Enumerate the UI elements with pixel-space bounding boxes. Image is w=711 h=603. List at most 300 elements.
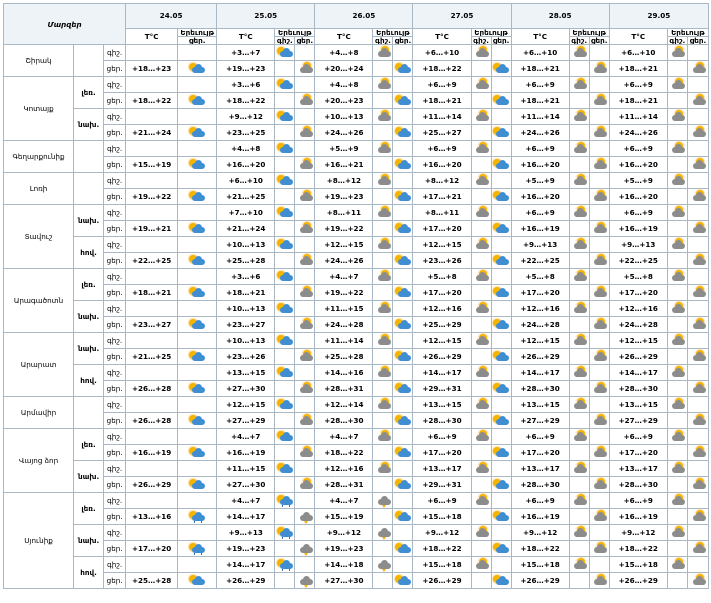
phenom-day-cell [589,477,609,493]
region-name: Կոտայք [4,77,74,141]
sun-cloud-icon [189,447,205,459]
temp-cell: +5…+9 [609,173,667,189]
phenom-night-cell [373,221,393,237]
phenom-day-cell [491,285,511,301]
cloud-icon [473,47,489,59]
phenom-day-cell [687,493,708,509]
phenom-day-cell [393,205,413,221]
cloud-icon [297,95,313,107]
phenom-day-cell [687,189,708,205]
sun-cloud-icon [395,95,411,107]
cloud-storm-icon [297,575,313,587]
temp-cell: +8…+12 [315,173,373,189]
phenom-day-cell [491,333,511,349]
phenom-night-cell [569,221,589,237]
phenom-night-cell [471,61,491,77]
cloud-icon [591,287,607,299]
phenom-night-cell [569,173,589,189]
time-of-day-label: ցեր. [104,125,126,141]
temp-cell: +20…+24 [315,61,373,77]
cloud-shape [192,579,205,585]
cloud-icon [690,191,706,203]
cloud-shape [574,275,587,281]
time-of-day-label: գիշ. [104,429,126,445]
cloud-icon [669,239,685,251]
forecast-body [4,45,709,589]
phenom-night-cell [569,93,589,109]
cloud-icon [375,175,391,187]
phenom-day-cell [393,45,413,61]
phenom-night-cell [275,221,295,237]
temp-header: T°C [511,29,569,45]
cloud-shape [300,195,313,201]
phenom-night-cell [275,397,295,413]
cloud-icon [473,559,489,571]
sun-cloud-icon [277,431,293,443]
phenom-day-cell [687,269,708,285]
phenom-day-cell [393,237,413,253]
phenom-night-cell [471,477,491,493]
temp-cell: +26…+29 [413,573,471,589]
sun-cloud-icon [493,543,509,555]
temp-cell: +14…+17 [413,365,471,381]
phenom-header: Երեւույթ [178,29,217,37]
sun-cloud-rain-icon [189,543,205,555]
temp-cell: +16…+20 [217,157,275,173]
phenom-night-cell [471,493,491,509]
region-name: Գեղարքունիք [4,141,74,173]
table-row [4,461,709,477]
phenom-night-cell [373,253,393,269]
phenom-night-cell [471,253,491,269]
phenom-day-cell [295,365,315,381]
table-row [4,77,709,93]
night-header: գիշ. [569,37,589,45]
phenom-night-cell [667,141,687,157]
phenom-day-cell [687,317,708,333]
phenom-night-cell [275,333,295,349]
temp-cell: +18…+22 [413,61,471,77]
cloud-shape [574,307,587,313]
phenom-day-cell [589,525,609,541]
lightning-icon [382,505,386,508]
time-of-day-label: ցեր. [104,61,126,77]
temp-cell: +14…+16 [315,365,373,381]
sun-cloud-icon [189,287,205,299]
phenom-night-cell [373,349,393,365]
cloud-icon [473,143,489,155]
phenom-day-cell [589,93,609,109]
cloud-icon [473,335,489,347]
cloud-shape [574,371,587,377]
phenom-night-cell [667,285,687,301]
cloud-icon [690,383,706,395]
night-header: գիշ. [275,37,295,45]
temp-cell: +4…+7 [315,429,373,445]
cloud-icon [375,431,391,443]
temp-cell: +26…+29 [217,573,275,589]
phenom-cell [178,493,217,509]
phenom-day-cell [589,109,609,125]
cloud-shape [574,563,587,569]
table-row [4,541,709,557]
phenom-cell [178,429,217,445]
phenom-day-cell [491,573,511,589]
phenom-night-cell [275,189,295,205]
phenom-night-cell [569,285,589,301]
cloud-shape [300,131,313,137]
sun-cloud-icon [395,191,411,203]
phenom-night-cell [471,93,491,109]
temp-cell: +5…+8 [609,269,667,285]
phenom-day-cell [589,493,609,509]
temp-cell: +12…+14 [315,397,373,413]
cloud-shape [693,451,706,457]
cloud-shape [476,531,489,537]
phenom-day-cell [589,205,609,221]
phenom-day-cell [393,189,413,205]
phenom-day-cell [589,445,609,461]
phenom-day-cell [491,557,511,573]
phenom-night-cell [275,349,295,365]
temp-cell: +9…+12 [511,525,569,541]
sun-cloud-icon [493,287,509,299]
phenom-cell [178,93,217,109]
phenom-day-cell [589,61,609,77]
cloud-icon [669,271,685,283]
cloud-icon [571,303,587,315]
cloud-shape [300,163,313,169]
phenom-day-cell [491,541,511,557]
rain-drops [282,505,290,507]
sun-cloud-icon [395,127,411,139]
phenom-night-cell [667,173,687,189]
phenom-day-cell [393,77,413,93]
phenom-day-cell [295,445,315,461]
time-of-day-label: ցեր. [104,509,126,525]
time-of-day-label: գիշ. [104,205,126,221]
cloud-icon [375,143,391,155]
temp-cell: +9…+13 [511,237,569,253]
phenom-night-cell [667,205,687,221]
phenom-cell [178,189,217,205]
time-of-day-label: գիշ. [104,269,126,285]
cloud-shape [398,419,411,425]
phenom-header: Երեւույթ [667,29,708,37]
temp-cell: +19…+23 [217,61,275,77]
phenom-day-cell [687,253,708,269]
phenom-day-cell [295,237,315,253]
temp-cell: +13…+15 [413,397,471,413]
temp-cell: +9…+12 [413,525,471,541]
temp-cell: +18…+21 [609,61,667,77]
temp-cell: +6…+10 [511,45,569,61]
temp-cell: +28…+31 [315,477,373,493]
temp-cell: +24…+26 [315,125,373,141]
temp-cell: +25…+28 [217,253,275,269]
temp-cell: +9…+13 [609,237,667,253]
phenom-cell [178,525,217,541]
time-of-day-label: գիշ. [104,141,126,157]
temp-cell: +6…+9 [413,141,471,157]
sun-cloud-icon [277,239,293,251]
phenom-night-cell [471,237,491,253]
phenom-night-cell [667,45,687,61]
time-of-day-label: ցեր. [104,445,126,461]
temp-cell: +19…+23 [315,189,373,205]
phenom-night-cell [275,429,295,445]
temp-cell: +6…+9 [609,77,667,93]
phenom-day-cell [491,157,511,173]
phenom-night-cell [471,557,491,573]
cloud-shape [672,499,685,505]
day-header: ցեր. [296,36,314,45]
phenom-day-cell [295,461,315,477]
cloud-shape [672,435,685,441]
zone-label: լեռ. [74,493,104,525]
phenom-night-cell [569,461,589,477]
phenom-night-cell [667,445,687,461]
temp-cell: +4…+8 [315,77,373,93]
time-of-day-label: ցեր. [104,541,126,557]
phenom-night-cell [471,397,491,413]
temp-header: T°C [609,29,667,45]
sun-cloud-icon [493,95,509,107]
cloud-shape [280,179,293,185]
time-of-day-label: գիշ. [104,461,126,477]
temp-cell: +16…+19 [609,509,667,525]
phenom-day-cell [393,573,413,589]
temp-cell: +26…+29 [511,349,569,365]
phenom-day-cell [687,285,708,301]
cloud-shape [496,355,509,361]
cloud-icon [591,351,607,363]
phenom-night-cell [569,477,589,493]
phenom-day-cell [687,221,708,237]
table-row [4,381,709,397]
temp-cell: +12…+15 [511,333,569,349]
phenom-day-cell [687,77,708,93]
cloud-storm-icon [375,495,391,507]
phenom-day-cell [393,221,413,237]
temp-cell: +6…+9 [413,429,471,445]
time-of-day-label: ցեր. [104,573,126,589]
cloud-icon [297,255,313,267]
cloud-shape [192,451,205,457]
cloud-icon [591,575,607,587]
phenom-day-cell [295,397,315,413]
temp-cell: +27…+30 [217,381,275,397]
temp-cell: +28…+30 [511,381,569,397]
phenom-night-cell [373,509,393,525]
phenom-day-cell [393,397,413,413]
temp-cell: +29…+31 [413,477,471,493]
temp-cell: +14…+17 [217,509,275,525]
phenom-day-cell [589,573,609,589]
phenom-cell [178,125,217,141]
phenom-day-cell [589,557,609,573]
temp-cell: +19…+22 [315,285,373,301]
cloud-icon [297,479,313,491]
phenom-night-cell [373,285,393,301]
phenom-night-cell [569,541,589,557]
phenom-day-cell [393,493,413,509]
phenom-night-cell [667,349,687,365]
temp-cell: +17…+20 [413,221,471,237]
table-row [4,45,709,61]
rain-drops [282,569,290,571]
phenom-night-cell [373,365,393,381]
phenom-night-cell [275,557,295,573]
phenom-night-cell [373,541,393,557]
cloud-shape [594,419,607,425]
temp-cell: +4…+7 [315,269,373,285]
temp-cell [126,205,178,221]
phenom-night-cell [373,45,393,61]
table-row [4,445,709,461]
phenom-day-cell [491,221,511,237]
temp-cell [126,429,178,445]
cloud-icon [669,111,685,123]
cloud-shape [574,51,587,57]
time-of-day-label: գիշ. [104,525,126,541]
sun-cloud-icon [277,143,293,155]
phenom-day-cell [393,333,413,349]
cloud-shape [574,115,587,121]
cloud-shape [594,323,607,329]
temp-cell: +13…+17 [511,461,569,477]
temp-cell: +11…+14 [511,109,569,125]
sun-cloud-icon [395,575,411,587]
temp-cell [126,461,178,477]
cloud-icon [375,79,391,91]
temp-cell: +12…+16 [315,461,373,477]
phenom-cell [178,77,217,93]
sun-cloud-icon [493,255,509,267]
temp-cell: +18…+21 [511,93,569,109]
table-row [4,173,709,189]
temp-cell: +22…+25 [126,253,178,269]
table-row [4,93,709,109]
temp-cell: +6…+9 [413,77,471,93]
phenom-day-cell [393,61,413,77]
temp-cell: +12…+16 [511,301,569,317]
cloud-icon [669,47,685,59]
phenom-day-cell [295,541,315,557]
cloud-shape [192,67,205,73]
phenom-night-cell [471,157,491,173]
phenom-day-cell [295,525,315,541]
sun-cloud-icon [277,271,293,283]
cloud-icon [591,255,607,267]
phenom-day-cell [687,237,708,253]
temp-cell: +5…+9 [511,173,569,189]
cloud-icon [669,335,685,347]
table-row [4,525,709,541]
cloud-icon [571,495,587,507]
temp-cell: +4…+7 [217,493,275,509]
time-of-day-label: գիշ. [104,45,126,61]
temp-cell: +19…+22 [315,221,373,237]
phenom-night-cell [569,413,589,429]
cloud-shape [574,435,587,441]
temp-cell: +19…+23 [315,541,373,557]
cloud-shape [693,131,706,137]
time-of-day-label: ցեր. [104,221,126,237]
temp-cell: +9…+12 [609,525,667,541]
temp-cell: +6…+9 [511,141,569,157]
cloud-icon [375,399,391,411]
temp-cell: +28…+31 [315,381,373,397]
cloud-shape [398,387,411,393]
cloud-shape [672,371,685,377]
phenom-day-cell [491,317,511,333]
cloud-icon [473,111,489,123]
cloud-icon [473,271,489,283]
temp-cell: +24…+28 [315,317,373,333]
phenom-night-cell [471,573,491,589]
phenom-day-cell [589,509,609,525]
temp-cell: +3…+6 [217,269,275,285]
sun-cloud-rain-icon [277,527,293,539]
phenom-cell [178,541,217,557]
cloud-icon [690,63,706,75]
phenom-day-cell [589,125,609,141]
phenom-day-cell [491,365,511,381]
phenom-day-cell [491,109,511,125]
temp-cell: +4…+7 [315,493,373,509]
table-row [4,349,709,365]
phenom-day-cell [589,173,609,189]
temp-cell: +27…+29 [511,413,569,429]
cloud-icon [375,111,391,123]
phenom-night-cell [471,301,491,317]
cloud-icon [297,223,313,235]
zone-label: լեռ. [74,429,104,461]
phenom-cell [178,509,217,525]
temp-cell: +18…+21 [217,285,275,301]
cloud-shape [672,179,685,185]
phenom-night-cell [373,573,393,589]
phenom-day-cell [393,173,413,189]
sun-cloud-icon [189,479,205,491]
phenom-cell [178,413,217,429]
cloud-shape [496,227,509,233]
temp-cell: +9…+13 [217,525,275,541]
phenom-day-cell [393,477,413,493]
time-of-day-label: ցեր. [104,381,126,397]
phenom-cell [178,269,217,285]
cloud-shape [594,67,607,73]
phenom-day-cell [393,157,413,173]
temp-cell: +12…+16 [609,301,667,317]
temp-cell: +6…+9 [609,493,667,509]
phenom-day-cell [589,141,609,157]
phenom-day-cell [687,45,708,61]
time-of-day-label: գիշ. [104,557,126,573]
cloud-shape [280,147,293,153]
zone-label [74,397,104,429]
cloud-shape [192,163,205,169]
cloud-shape [594,355,607,361]
phenom-night-cell [667,317,687,333]
cloud-shape [398,67,411,73]
phenom-day-cell [295,477,315,493]
cloud-icon [297,319,313,331]
cloud-shape [398,195,411,201]
phenom-cell [178,365,217,381]
phenom-day-cell [393,413,413,429]
